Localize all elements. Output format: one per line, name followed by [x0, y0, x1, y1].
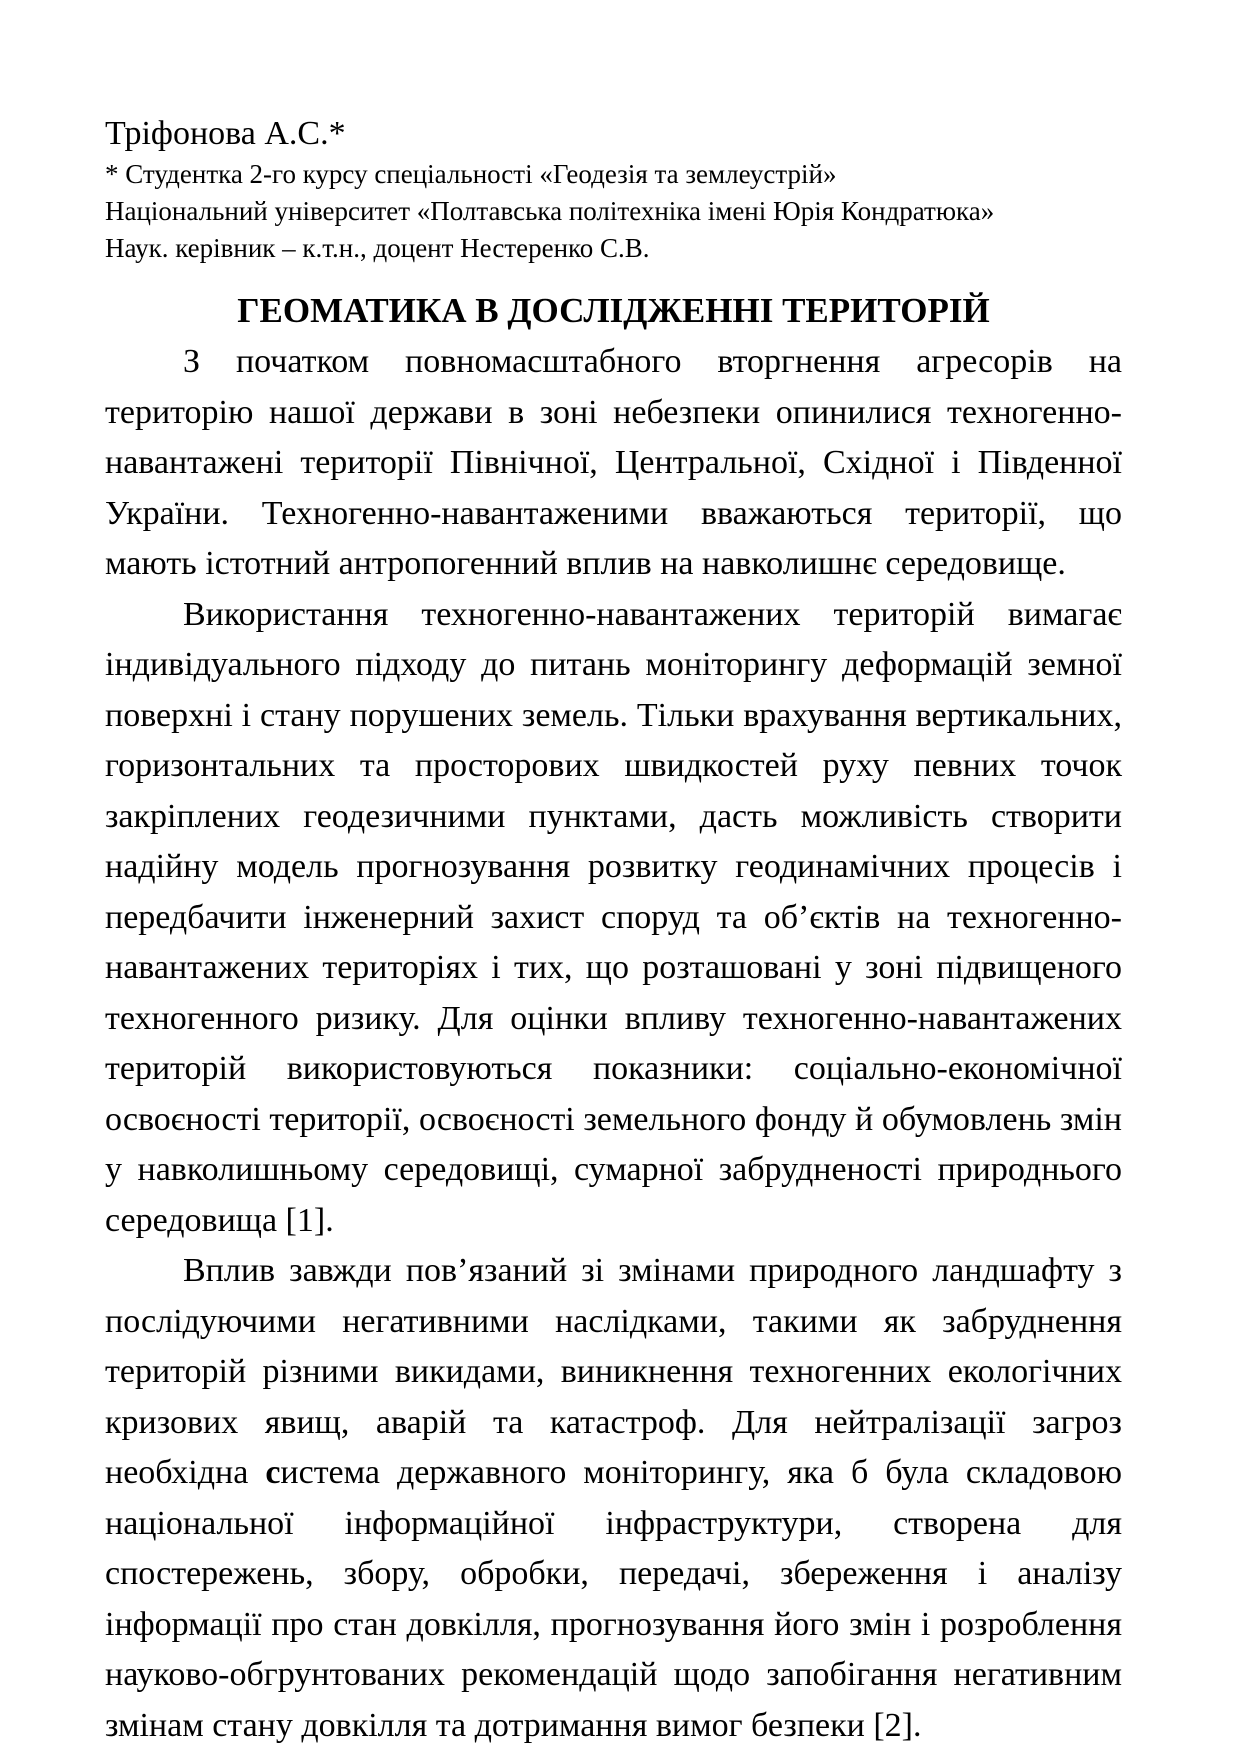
- page-content: [105, 0, 1122, 1751]
- text-segment: Вплив завжди пов’язаний зі змінами природного ландшафту з послідуючими негативними наслідками, такими як забруднення територій різними викидами, виникнення техногенних екологічних кризових явищ, аварій та катастроф. Для нейтралізації загроз необхідна: [105, 1252, 1122, 1491]
- text-segment: Використання техногенно-навантажених територій вимагає індивідуального підходу до питань моніторингу деформацій земної поверхні і стану порушених земель. Тільки врахування вертикальних, горизонтальних та просторових швидкостей руху певних точок закріплених геодезичними пунктами, дасть можливість створити надійну модель прогнозування розвитку геодинамічних процесів і передбачити інженерний захист споруд та об’єктів на техногенно-навантажених територіях і тих, що розташовані у зоні підвищеного техногенного ризику. Для оцінки впливу техногенно-навантажених територій використовуються показники: соціально-економічної освоєності території, освоєності земельного фонду й обумовлень змін у навколишньому середовищі, сумарної забрудненості природнього середовища [1].: [105, 595, 1122, 1239]
- author-line: Тріфонова А.С.*: [105, 115, 346, 152]
- bold-text-segment: с: [265, 1454, 281, 1491]
- text-segment: З початком повномасштабного вторгнення агресорів на територію нашої держави в зоні небезпеки опинилися техногенно-навантажені території Північної, Центральної, Східної і Південної України. Техногенно-навантаженими вважаються території, що мають істотний антропогенний вплив на навколишнє середовище.: [105, 343, 1122, 582]
- footnote-supervisor: Наук. керівник – к.т.н., доцент Нестеренко С.В.: [105, 233, 650, 263]
- footnote-student-affiliation: * Студентка 2-го курсу спеціальності «Геодезія та землеустрій»: [105, 159, 837, 189]
- footnote-university: Національний університет «Полтавська політехніка імені Юрія Кондратюка»: [105, 196, 995, 226]
- paragraph: [105, 337, 1122, 590]
- footnote-block: [105, 156, 1122, 267]
- page-title: ГЕОМАТИКА В ДОСЛІДЖЕННІ ТЕРИТОРІЙ: [237, 291, 990, 330]
- document-body: [105, 337, 1122, 1751]
- text-segment: истема державного моніторингу, яка б була складовою національної інформаційної інфраструктури, створена для спостережень, збору, обробки, передачі, збереження і аналізу інформації про стан довкілля, прогнозування його змін і розроблення науково-обгрунтованих рекомендацій щодо запобігання негативним змінам стану довкілля та дотримання вимог безпеки [2].: [105, 1454, 1123, 1744]
- paragraph: [105, 1246, 1122, 1751]
- paragraph: [105, 590, 1122, 1247]
